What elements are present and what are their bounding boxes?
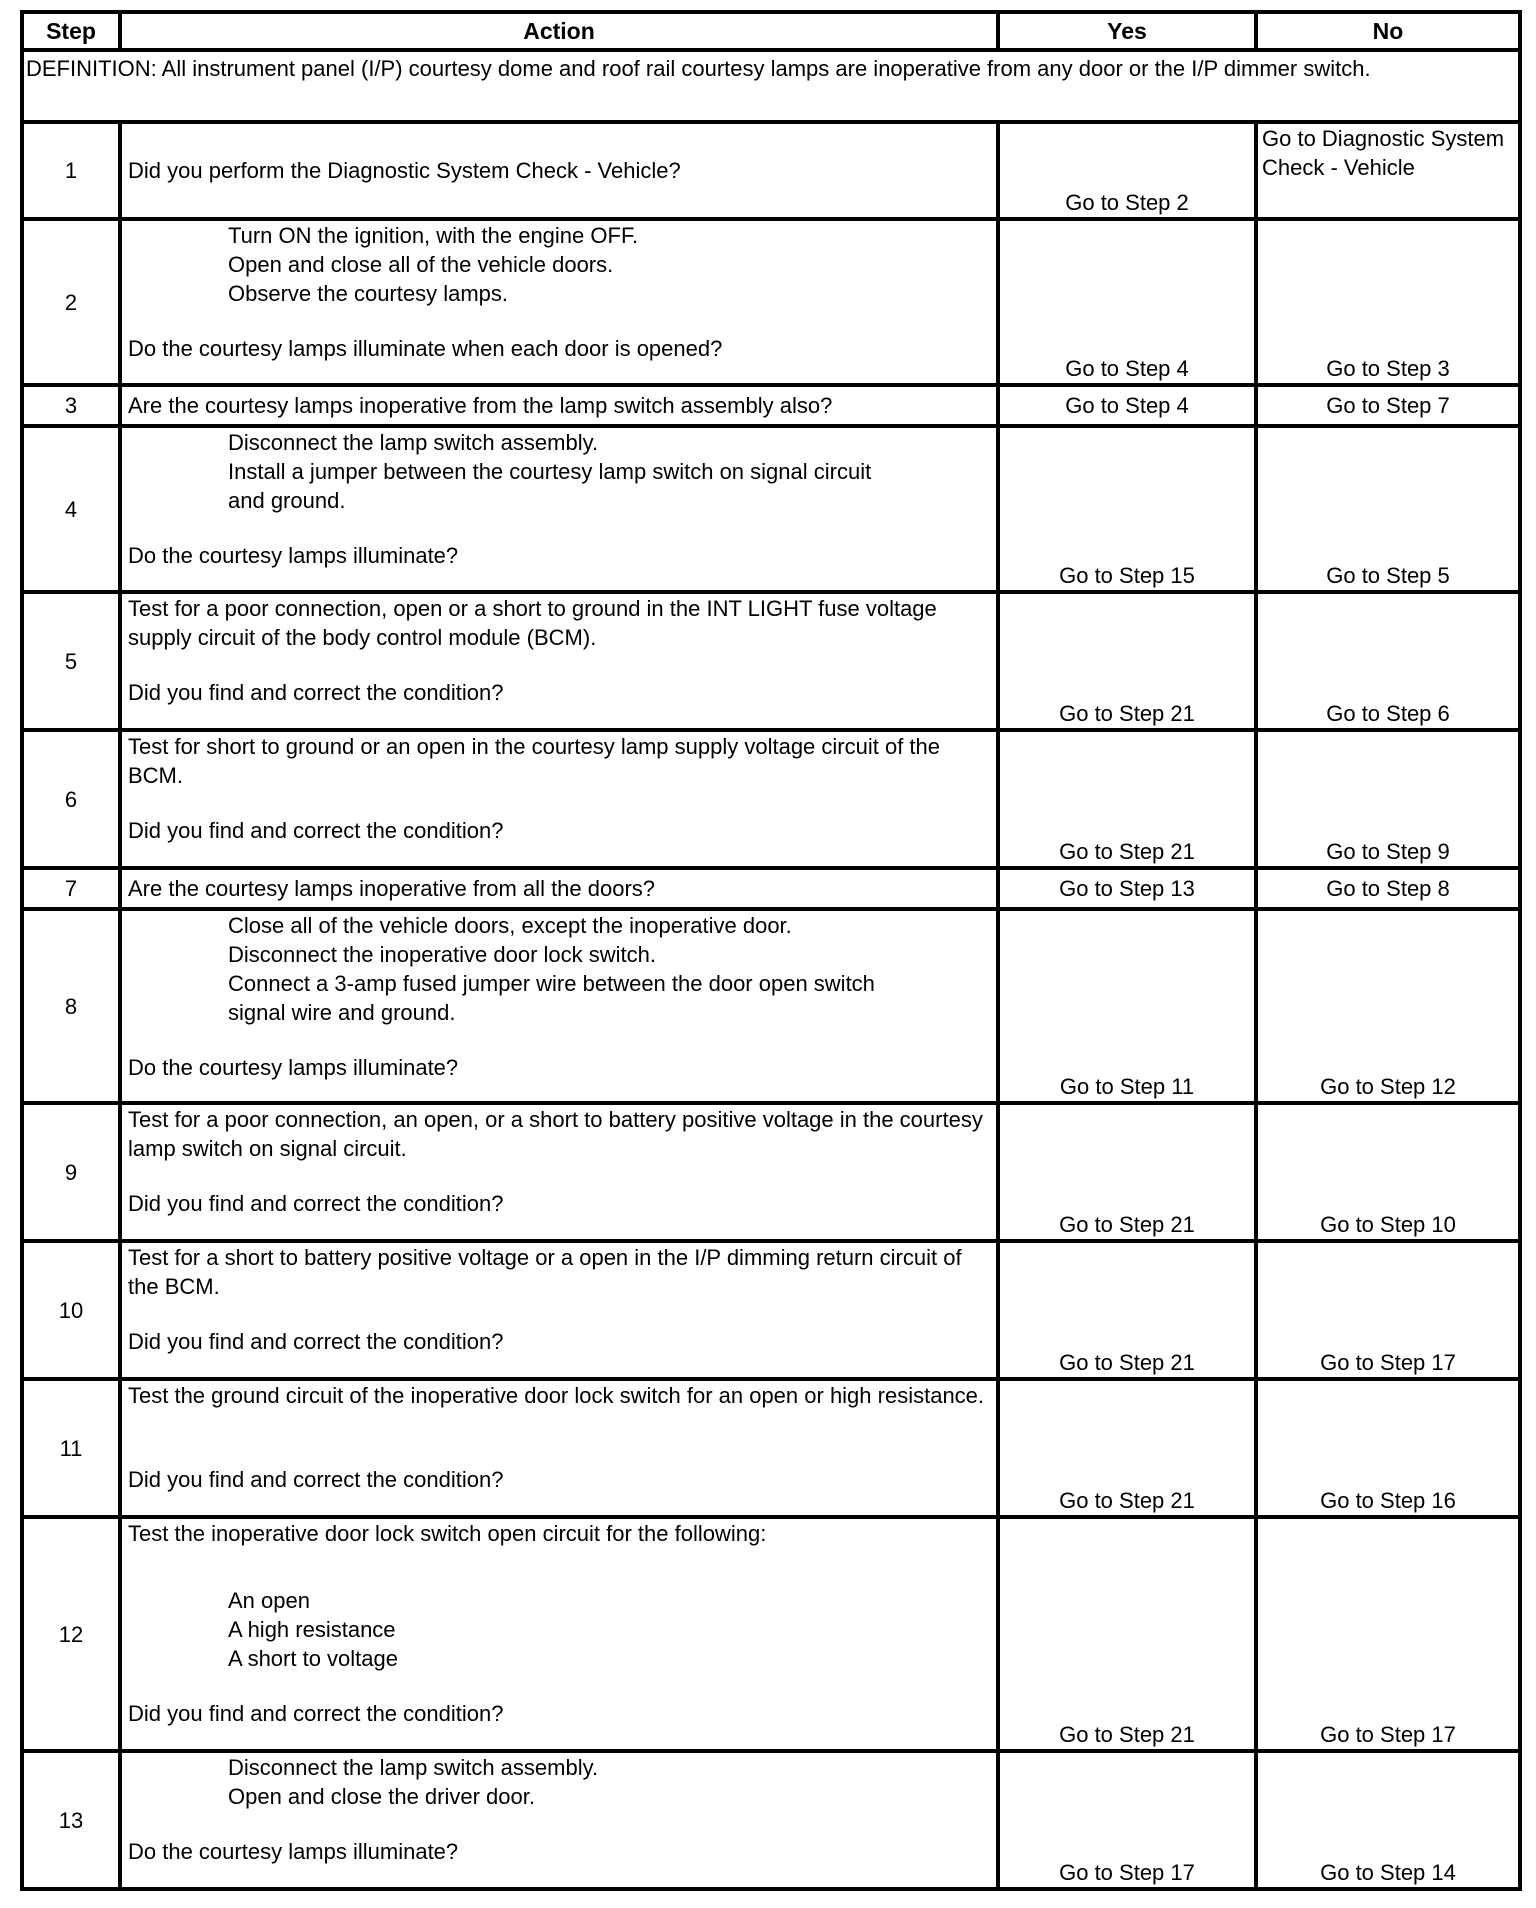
yes-result: Go to Step 21 bbox=[998, 730, 1256, 868]
no-result: Go to Step 7 bbox=[1256, 385, 1520, 426]
no-result: Go to Step 9 bbox=[1256, 730, 1520, 868]
table-row bbox=[22, 1751, 1520, 1889]
no-result: Go to Step 10 bbox=[1256, 1103, 1520, 1241]
step-number: 4 bbox=[22, 426, 120, 592]
action-text: Test for a short to battery positive voltage or a open in the I/P dimming return circuit of the BCM. bbox=[128, 1245, 962, 1299]
step-number: 9 bbox=[22, 1103, 120, 1241]
action-line: Observe the courtesy lamps. bbox=[228, 281, 509, 306]
table-row bbox=[22, 909, 1520, 1103]
action-line: Connect a 3-amp fused jumper wire between the door open switch bbox=[228, 971, 875, 996]
question: Did you find and correct the condition? bbox=[128, 680, 504, 705]
action-text: Test for a poor connection, an open, or a short to battery positive voltage in the courtesy lamp switch on signal circuit. bbox=[128, 1107, 983, 1161]
step-number: 8 bbox=[22, 909, 120, 1103]
no-result: Go to Step 8 bbox=[1256, 868, 1520, 909]
yes-result: Go to Step 4 bbox=[998, 385, 1256, 426]
no-result: Go to Step 16 bbox=[1256, 1379, 1520, 1517]
header-row bbox=[22, 12, 1520, 50]
question: Do the courtesy lamps illuminate? bbox=[128, 1839, 459, 1864]
no-result: Go to Step 17 bbox=[1256, 1517, 1520, 1751]
yes-result: Go to Step 17 bbox=[998, 1751, 1256, 1889]
action-text: Test the ground circuit of the inoperative door lock switch for an open or high resistance. bbox=[128, 1383, 985, 1408]
step-number: 7 bbox=[22, 868, 120, 909]
table-row bbox=[22, 868, 1520, 909]
header-yes: Yes bbox=[998, 12, 1256, 50]
no-result: Go to Diagnostic System Check - Vehicle bbox=[1256, 122, 1520, 219]
action-line: Open and close the driver door. bbox=[228, 1784, 535, 1809]
yes-result: Go to Step 21 bbox=[998, 592, 1256, 730]
yes-result: Go to Step 21 bbox=[998, 1517, 1256, 1751]
table-row bbox=[22, 1103, 1520, 1241]
action-line: Close all of the vehicle doors, except the inoperative door. bbox=[228, 913, 792, 938]
yes-result: Go to Step 21 bbox=[998, 1379, 1256, 1517]
action-text: Test for a poor connection, open or a short to ground in the INT LIGHT fuse voltage supply circuit of the body control module (BCM). bbox=[128, 596, 937, 650]
action-line: Disconnect the inoperative door lock switch. bbox=[228, 942, 656, 967]
step-number: 6 bbox=[22, 730, 120, 868]
action-line: Install a jumper between the courtesy lamp switch on signal circuit bbox=[228, 459, 872, 484]
yes-result: Go to Step 15 bbox=[998, 426, 1256, 592]
table-row bbox=[22, 426, 1520, 592]
step-number: 11 bbox=[22, 1379, 120, 1517]
step-number: 1 bbox=[22, 122, 120, 219]
table-row bbox=[22, 592, 1520, 730]
table-row bbox=[22, 219, 1520, 385]
no-result: Go to Step 6 bbox=[1256, 592, 1520, 730]
no-result: Go to Step 3 bbox=[1256, 219, 1520, 385]
table-row bbox=[22, 385, 1520, 426]
question: Did you find and correct the condition? bbox=[128, 1701, 504, 1726]
no-result: Go to Step 12 bbox=[1256, 909, 1520, 1103]
step-number: 13 bbox=[22, 1751, 120, 1889]
table-row bbox=[22, 1379, 1520, 1517]
question: Do the courtesy lamps illuminate? bbox=[128, 1055, 459, 1080]
action-line: A short to voltage bbox=[228, 1646, 398, 1671]
header-action: Action bbox=[120, 12, 998, 50]
yes-result: Go to Step 4 bbox=[998, 219, 1256, 385]
table-row bbox=[22, 122, 1520, 219]
action-line: and ground. bbox=[228, 488, 346, 513]
table-row bbox=[22, 1517, 1520, 1751]
question: Did you find and correct the condition? bbox=[128, 1467, 504, 1492]
question: Did you find and correct the condition? bbox=[128, 818, 504, 843]
yes-result: Go to Step 11 bbox=[998, 909, 1256, 1103]
question: Are the courtesy lamps inoperative from the lamp switch assembly also? bbox=[128, 393, 833, 418]
yes-result: Go to Step 2 bbox=[998, 122, 1256, 219]
action-line: Disconnect the lamp switch assembly. bbox=[228, 430, 599, 455]
yes-result: Go to Step 21 bbox=[998, 1241, 1256, 1379]
yes-result: Go to Step 21 bbox=[998, 1103, 1256, 1241]
question: Did you find and correct the condition? bbox=[128, 1329, 504, 1354]
no-result: Go to Step 17 bbox=[1256, 1241, 1520, 1379]
yes-result: Go to Step 13 bbox=[998, 868, 1256, 909]
header-step: Step bbox=[22, 12, 120, 50]
step-number: 3 bbox=[22, 385, 120, 426]
step-number: 10 bbox=[22, 1241, 120, 1379]
diagnostic-table-page bbox=[20, 10, 1518, 1891]
action-text: Test for short to ground or an open in the courtesy lamp supply voltage circuit of the BCM. bbox=[128, 734, 941, 788]
step-number: 2 bbox=[22, 219, 120, 385]
question: Do the courtesy lamps illuminate? bbox=[128, 543, 459, 568]
action-text: Test the inoperative door lock switch open circuit for the following: bbox=[128, 1521, 767, 1546]
no-result: Go to Step 14 bbox=[1256, 1751, 1520, 1889]
action-line: Disconnect the lamp switch assembly. bbox=[228, 1755, 599, 1780]
action-line: Turn ON the ignition, with the engine OFF. bbox=[228, 223, 639, 248]
action-line: An open bbox=[228, 1588, 310, 1613]
definition-text: DEFINITION: All instrument panel (I/P) courtesy dome and roof rail courtesy lamps are inoperative from any door or the I/P dimmer switch. bbox=[22, 50, 1520, 122]
action-line: signal wire and ground. bbox=[228, 1000, 456, 1025]
step-number: 5 bbox=[22, 592, 120, 730]
question: Do the courtesy lamps illuminate when each door is opened? bbox=[128, 336, 723, 361]
action-line: A high resistance bbox=[228, 1617, 396, 1642]
table-row bbox=[22, 730, 1520, 868]
definition-row bbox=[22, 50, 1520, 122]
action-line: Open and close all of the vehicle doors. bbox=[228, 252, 614, 277]
diagnostic-table bbox=[20, 10, 1522, 1891]
header-no: No bbox=[1256, 12, 1520, 50]
question: Are the courtesy lamps inoperative from all the doors? bbox=[128, 876, 656, 901]
no-result: Go to Step 5 bbox=[1256, 426, 1520, 592]
step-number: 12 bbox=[22, 1517, 120, 1751]
table-row bbox=[22, 1241, 1520, 1379]
question: Did you perform the Diagnostic System Check - Vehicle? bbox=[128, 158, 681, 183]
question: Did you find and correct the condition? bbox=[128, 1191, 504, 1216]
